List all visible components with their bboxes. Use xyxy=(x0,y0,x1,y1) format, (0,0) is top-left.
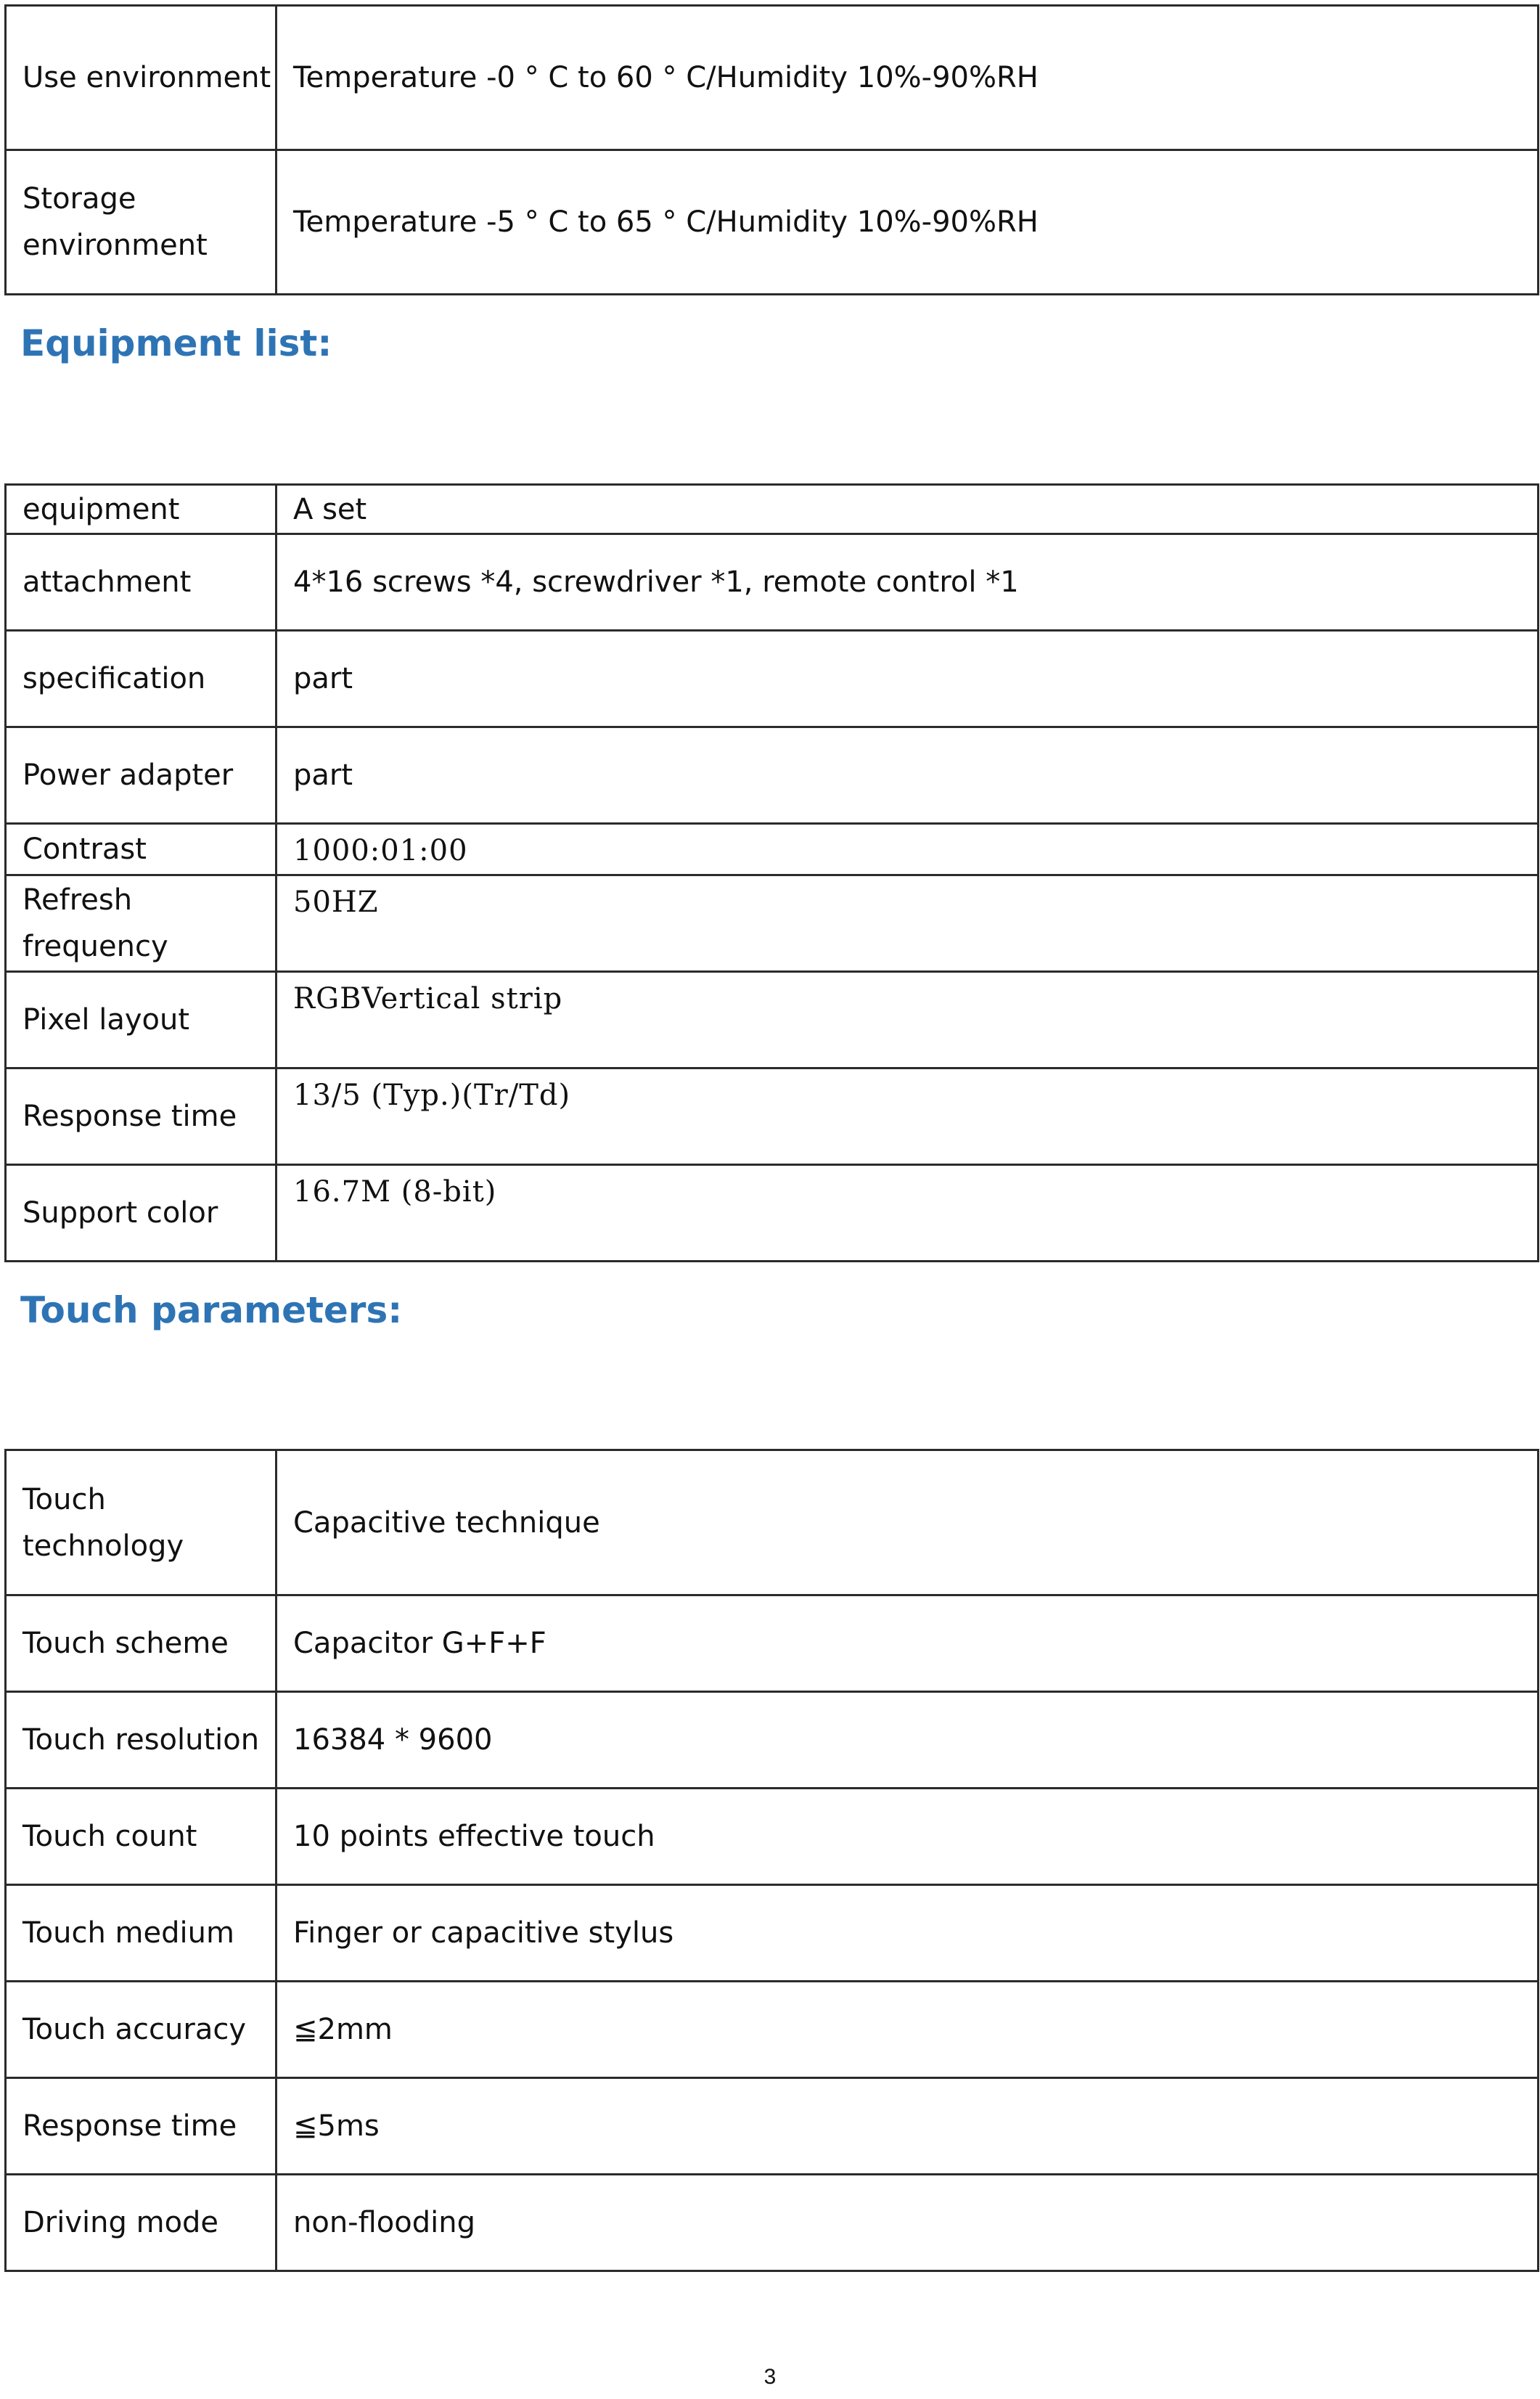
page-number: 3 xyxy=(763,2365,777,2389)
row-value: Temperature -0 ° C to 60 ° C/Humidity 10%-90%RH xyxy=(277,6,1539,150)
row-label: specification xyxy=(6,631,277,727)
row-value: 13/5 (Typ.)(Tr/Td) xyxy=(277,1068,1539,1165)
row-value: ≦5ms xyxy=(277,2078,1539,2175)
table-row xyxy=(6,2078,1539,2175)
row-label: Support color xyxy=(6,1165,277,1262)
row-value: Capacitor G+F+F xyxy=(277,1595,1539,1692)
row-value: 1000:01:00 xyxy=(277,824,1539,875)
table-row xyxy=(6,485,1539,534)
row-value: Capacitive technique xyxy=(277,1450,1539,1595)
table-row xyxy=(6,1692,1539,1789)
row-label: Power adapter xyxy=(6,727,277,824)
equipment-list-heading: Equipment list: xyxy=(20,322,332,364)
row-label: Touch medium xyxy=(6,1885,277,1982)
row-value: part xyxy=(277,727,1539,824)
table-row xyxy=(6,2175,1539,2271)
table-row xyxy=(6,727,1539,824)
row-label: Use environment xyxy=(6,6,277,150)
row-label: Response time xyxy=(6,1068,277,1165)
table-row xyxy=(6,1789,1539,1885)
row-value: Finger or capacitive stylus xyxy=(277,1885,1539,1982)
table-row xyxy=(6,1068,1539,1165)
row-value: Temperature -5 ° C to 65 ° C/Humidity 10%-90%RH xyxy=(277,150,1539,295)
row-label: Touch scheme xyxy=(6,1595,277,1692)
row-label: equipment xyxy=(6,485,277,534)
table-row xyxy=(6,1885,1539,1982)
table-row xyxy=(6,631,1539,727)
touch-table xyxy=(4,1449,1539,2272)
table-row xyxy=(6,1450,1539,1595)
table-row xyxy=(6,150,1539,295)
row-label: Touch technology xyxy=(6,1450,277,1595)
table-row xyxy=(6,875,1539,972)
row-label: Contrast xyxy=(6,824,277,875)
table-row xyxy=(6,1165,1539,1262)
row-value: non-flooding xyxy=(277,2175,1539,2271)
row-value: 10 points effective touch xyxy=(277,1789,1539,1885)
row-label: Touch count xyxy=(6,1789,277,1885)
table-row xyxy=(6,6,1539,150)
table-row xyxy=(6,972,1539,1068)
row-value: 50HZ xyxy=(277,875,1539,972)
row-label: Touch resolution xyxy=(6,1692,277,1789)
table-row xyxy=(6,534,1539,631)
environment-table xyxy=(4,4,1539,295)
table-row xyxy=(6,1595,1539,1692)
row-label: attachment xyxy=(6,534,277,631)
row-value: 4*16 screws *4, screwdriver *1, remote control *1 xyxy=(277,534,1539,631)
table-row xyxy=(6,1982,1539,2078)
row-label: Refresh frequency xyxy=(6,875,277,972)
row-value: ≦2mm xyxy=(277,1982,1539,2078)
equipment-table xyxy=(4,483,1539,1262)
row-value: 16.7M (8-bit) xyxy=(277,1165,1539,1262)
row-value: part xyxy=(277,631,1539,727)
row-label: Driving mode xyxy=(6,2175,277,2271)
row-value: A set xyxy=(277,485,1539,534)
row-label: Pixel layout xyxy=(6,972,277,1068)
table-row xyxy=(6,824,1539,875)
row-value: 16384 * 9600 xyxy=(277,1692,1539,1789)
touch-parameters-heading: Touch parameters: xyxy=(20,1289,403,1331)
row-label: Touch accuracy xyxy=(6,1982,277,2078)
row-label: Storage environment xyxy=(6,150,277,295)
row-label: Response time xyxy=(6,2078,277,2175)
row-value: RGBVertical strip xyxy=(277,972,1539,1068)
